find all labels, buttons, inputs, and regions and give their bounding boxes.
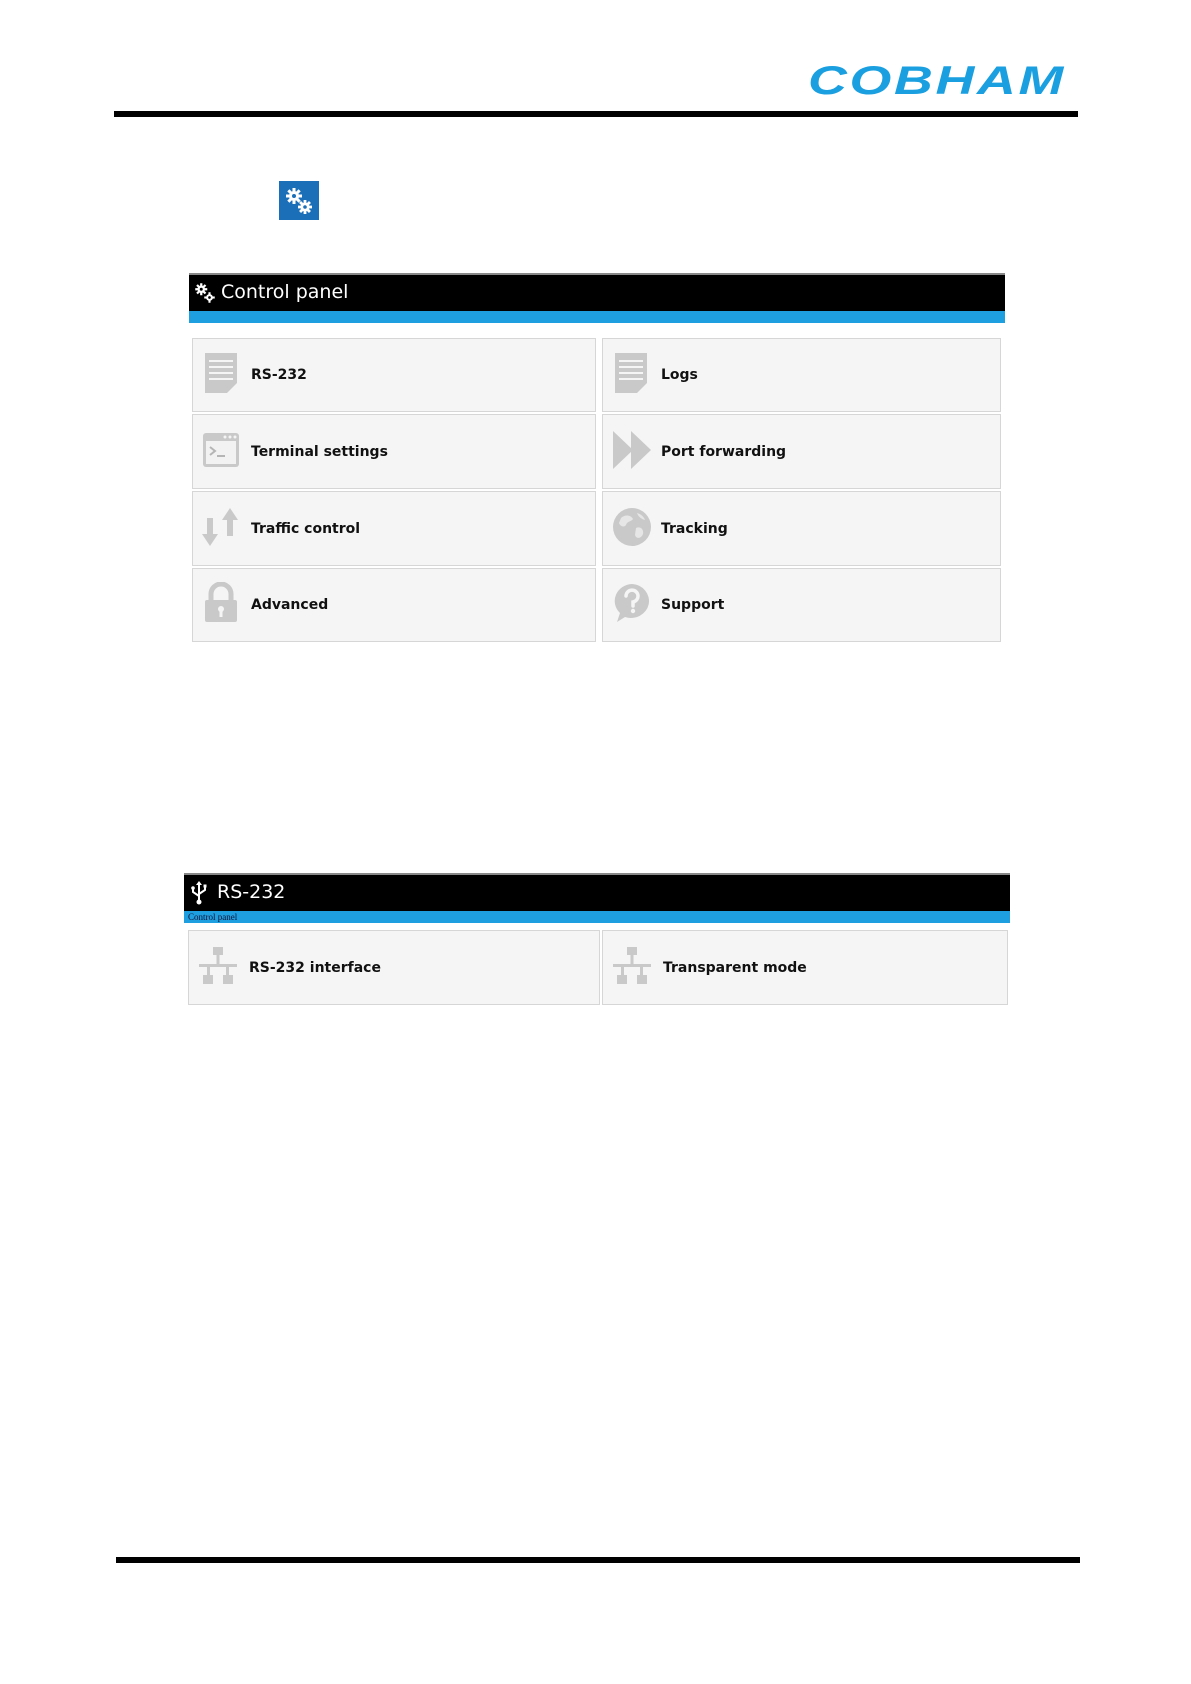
page-title: RS-232 — [217, 881, 286, 903]
tile-logs[interactable]: Logs — [602, 338, 1001, 412]
accent-bar — [184, 911, 1010, 923]
lock-icon — [201, 582, 241, 628]
tile-rs232-interface[interactable]: RS-232 interface — [188, 930, 600, 1005]
svg-text:COBHAM: COBHAM — [808, 60, 1066, 100]
accent-bar — [189, 311, 1005, 323]
tile-rs232[interactable]: RS-232 — [192, 338, 596, 412]
breadcrumb[interactable]: Control panel — [188, 912, 238, 922]
gears-icon — [193, 281, 217, 309]
gears-icon — [279, 181, 319, 220]
network-icon — [197, 945, 239, 991]
terminal-icon — [201, 429, 241, 475]
tile-tracking[interactable]: Tracking — [602, 491, 1001, 566]
tile-port-forwarding[interactable]: Port forwarding — [602, 414, 1001, 489]
document-icon — [201, 351, 241, 399]
header-rule — [114, 111, 1078, 117]
tile-transparent-mode[interactable]: Transparent mode — [602, 930, 1008, 1005]
tile-traffic-control[interactable]: Traffic control — [192, 491, 596, 566]
fast-forward-icon — [611, 429, 653, 475]
title-bar — [184, 873, 1010, 911]
control-panel-window — [189, 273, 1005, 640]
network-icon — [611, 945, 653, 991]
globe-icon — [611, 506, 653, 552]
title-bar — [189, 273, 1005, 311]
page-title: Control panel — [221, 281, 349, 303]
rs232-window — [184, 873, 1010, 1005]
question-icon — [611, 582, 653, 628]
tile-terminal-settings[interactable]: Terminal settings — [192, 414, 596, 489]
tile-advanced[interactable]: Advanced — [192, 568, 596, 642]
document-icon — [611, 351, 651, 399]
footer-rule — [116, 1557, 1080, 1563]
tile-support[interactable]: Support — [602, 568, 1001, 642]
cobham-logo — [808, 60, 1068, 100]
usb-icon — [188, 881, 210, 909]
up-down-arrows-icon — [201, 506, 243, 552]
